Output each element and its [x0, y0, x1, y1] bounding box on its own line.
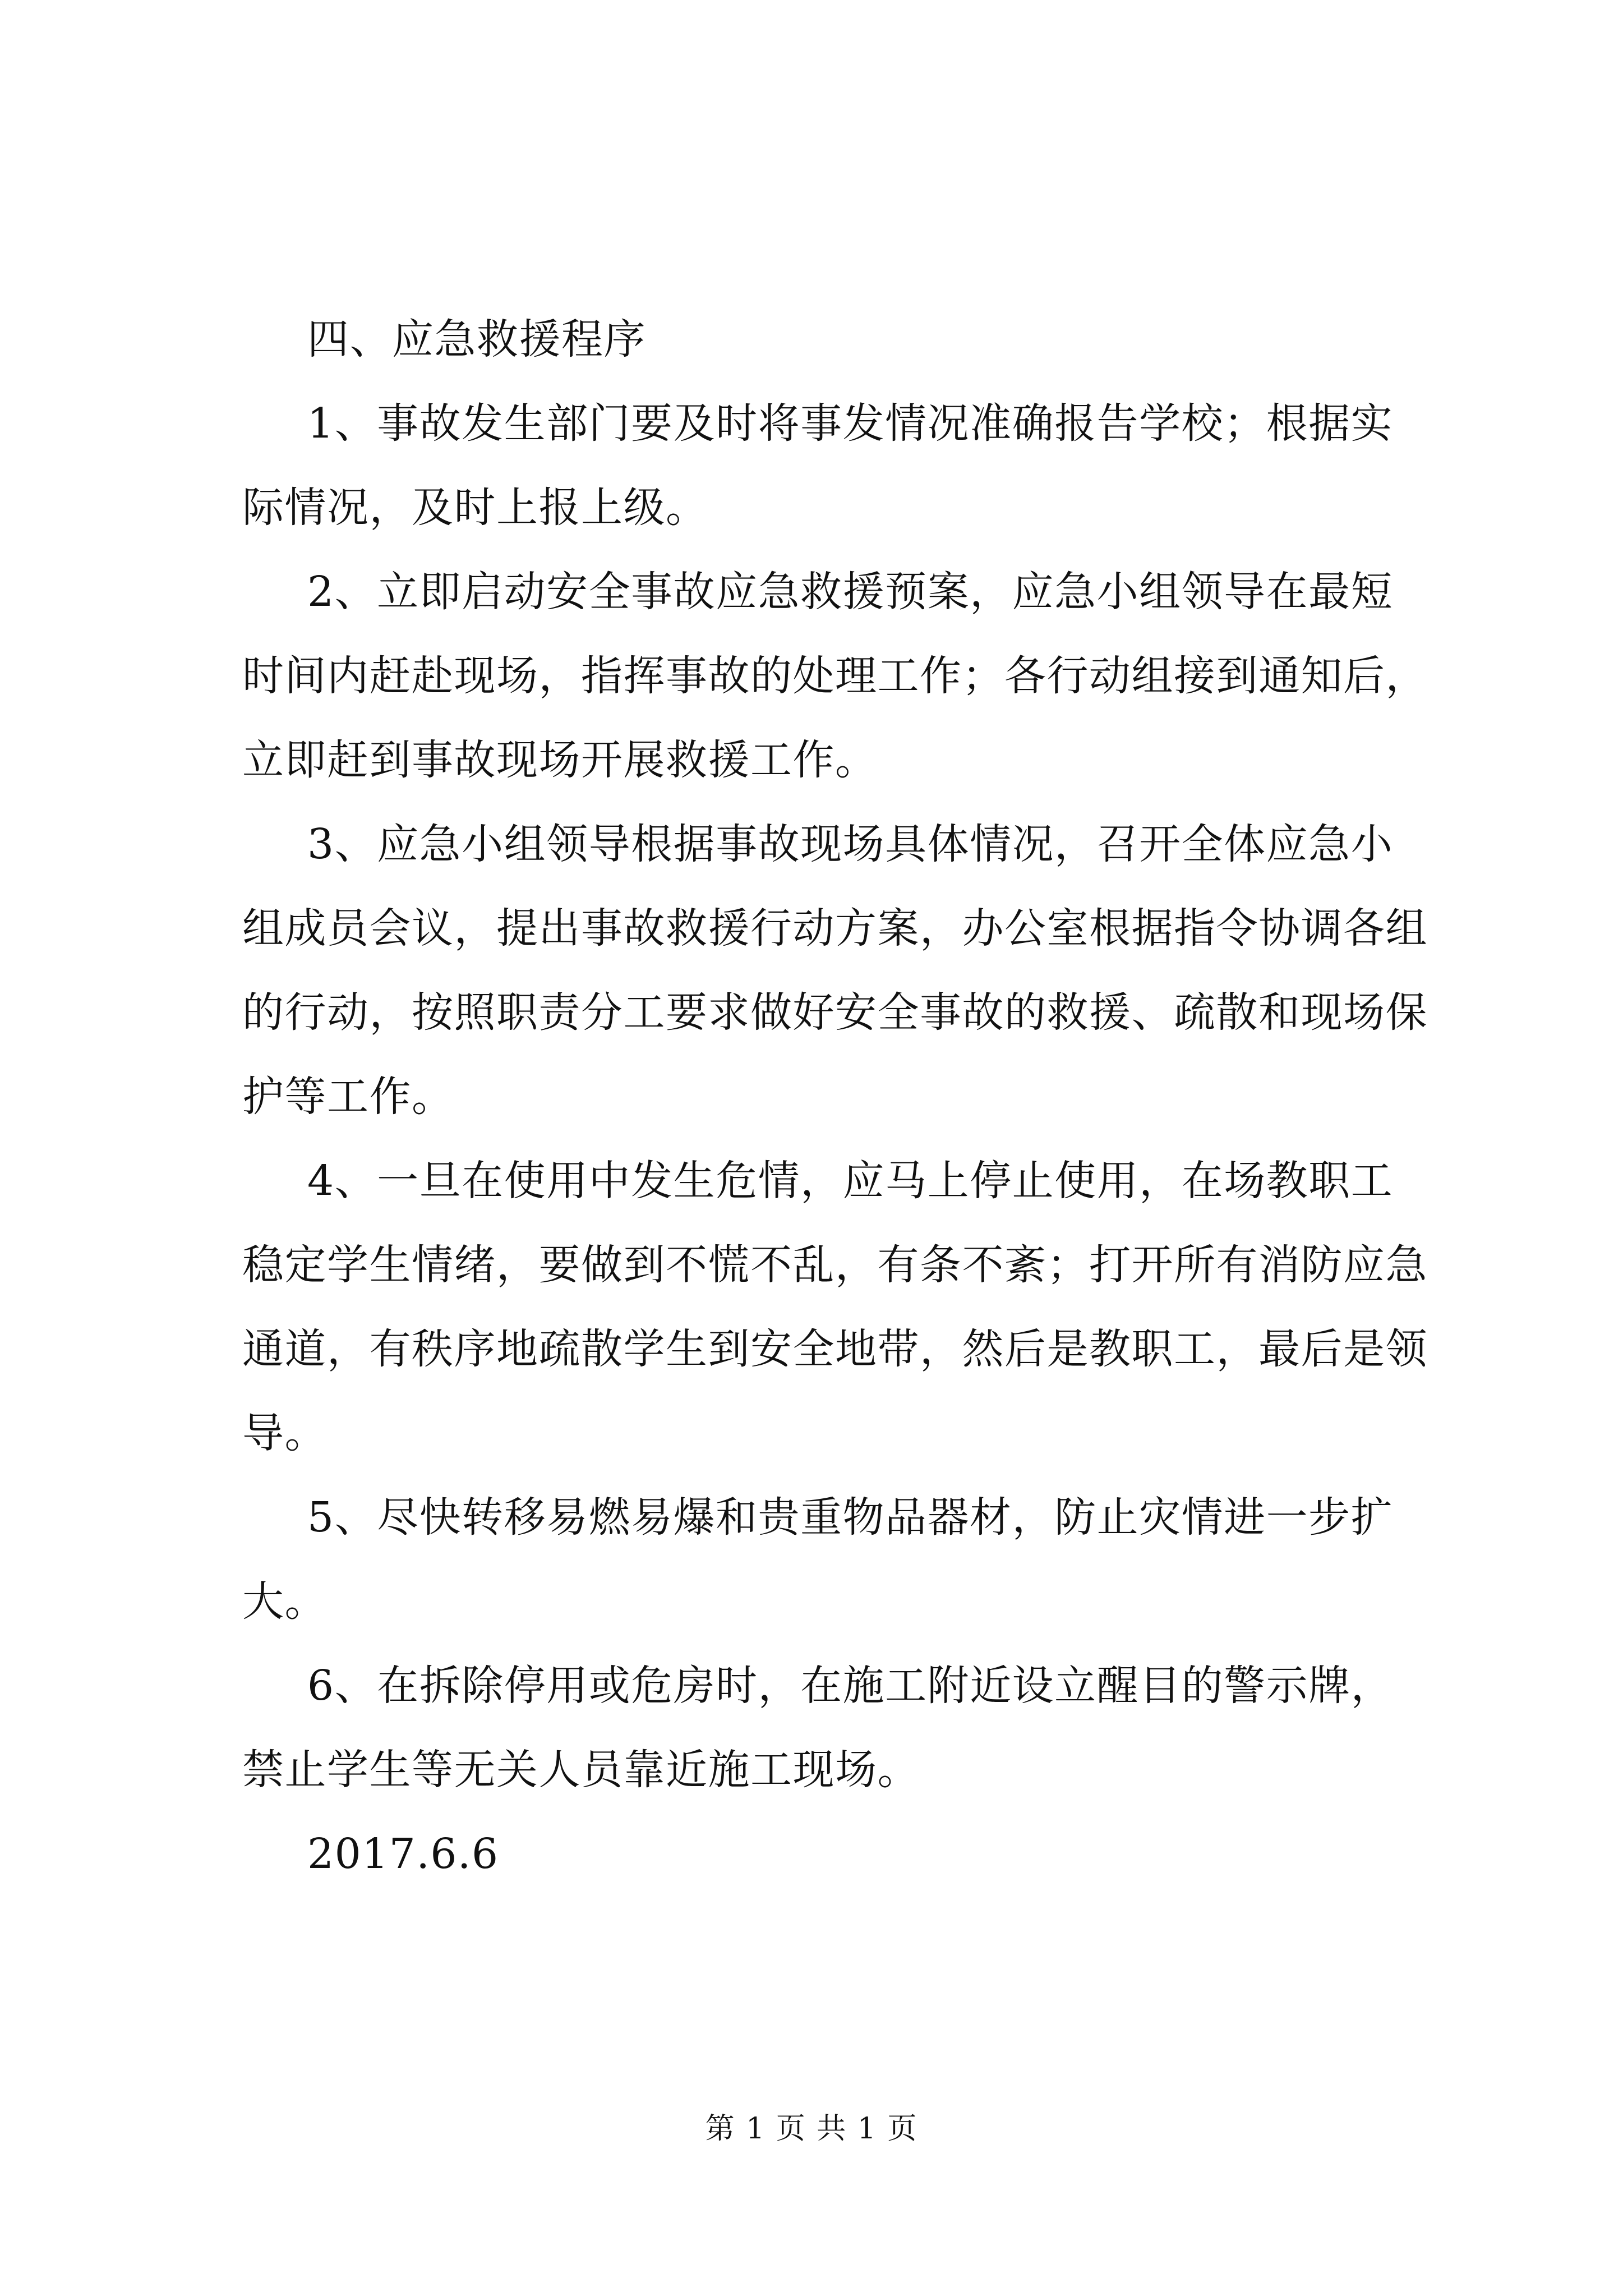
- paragraph-line: 禁止学生等无关人员靠近施工现场。: [242, 1746, 920, 1794]
- paragraph-line: 5、尽快转移易燃易爆和贵重物品器材，防止灾情进一步扩: [307, 1493, 1394, 1542]
- paragraph-line: 稳定学生情绪，要做到不慌不乱，有条不紊；打开所有消防应急: [242, 1241, 1428, 1289]
- paragraph-3: [242, 802, 1428, 1139]
- paragraph-line: 立即赶到事故现场开展救援工作。: [242, 736, 878, 784]
- paragraph-6: [242, 1644, 1420, 1812]
- document-date: 2017.6.6: [307, 1830, 499, 1878]
- paragraph-line: 1、事故发生部门要及时将事发情况准确报告学校；根据实: [307, 399, 1394, 448]
- paragraph-1: [242, 381, 1420, 550]
- page-number-footer: 第 1 页 共 1 页: [705, 2112, 918, 2146]
- paragraph-line: 通道，有秩序地疏散学生到安全地带，然后是教职工，最后是领: [242, 1325, 1428, 1373]
- paragraph-line: 组成员会议，提出事故救援行动方案，办公室根据指令协调各组: [242, 904, 1428, 953]
- paragraph-line: 2、立即启动安全事故应急救援预案，应急小组领导在最短: [307, 568, 1394, 616]
- paragraph-line: 际情况，及时上报上级。: [242, 484, 708, 532]
- section-heading: 四、应急救援程序: [307, 315, 646, 364]
- paragraph-2: [242, 550, 1428, 802]
- document-body: [242, 297, 1428, 1896]
- paragraph-line: 4、一旦在使用中发生危情，应马上停止使用，在场教职工: [307, 1157, 1394, 1205]
- paragraph-line: 大。: [242, 1577, 327, 1626]
- paragraph-5: [242, 1475, 1420, 1644]
- paragraph-line: 3、应急小组领导根据事故现场具体情况，召开全体应急小: [307, 820, 1394, 868]
- paragraph-line: 导。: [242, 1409, 327, 1457]
- paragraph-line: 6、在拆除停用或危房时，在施工附近设立醒目的警示牌，: [307, 1662, 1394, 1710]
- paragraph-line: 的行动，按照职责分工要求做好安全事故的救援、疏散和现场保: [242, 988, 1428, 1037]
- paragraph-4: [242, 1139, 1428, 1475]
- paragraph-line: 护等工作。: [242, 1073, 454, 1121]
- paragraph-line: 时间内赶赴现场，指挥事故的处理工作；各行动组接到通知后，: [242, 652, 1428, 700]
